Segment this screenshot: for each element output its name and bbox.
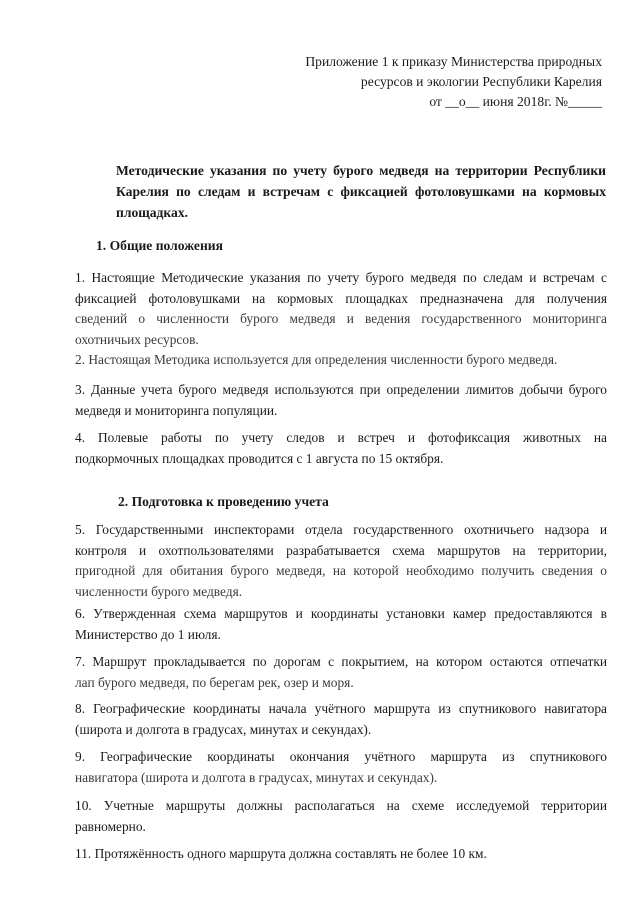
paragraph-line: 8. Географические координаты начала учётного маршрута из спутникового навигатора (75, 701, 607, 716)
paragraph-6 (75, 604, 607, 645)
paragraph-line: пригодной для обитания бурого медведя, на которой необходимо получить сведения о (75, 563, 607, 578)
paragraph-5 (75, 520, 607, 602)
title-line-1: Методические указания по учету бурого медведя на территории Республики (116, 163, 606, 178)
paragraph-line: сведений о численности бурого медведя и ведения государственного мониторинга (75, 311, 607, 326)
paragraph-7 (75, 652, 607, 693)
header-line-3: от __о__ июня 2018г. №_____ (429, 94, 602, 109)
paragraph-4 (75, 428, 607, 469)
section-heading-general: 1. Общие положения (96, 238, 223, 253)
paragraph-line: медведя и мониторинга популяции. (75, 402, 278, 418)
paragraph-line: контроля и охотпользователями разрабатывается схема маршрутов на территории, (75, 542, 607, 558)
title-line-2: Карелия по следам и встречам с фиксацией фотоловушками на кормовых (116, 184, 606, 199)
paragraph-line: подкормочных площадках проводится с 1 августа по 15 октября. (75, 450, 444, 466)
paragraph-2 (75, 350, 607, 371)
paragraph-line: равномерно. (75, 818, 146, 834)
paragraph-line: (широта и долгота в градусах, минутах и секундах). (75, 721, 372, 737)
paragraph-9 (75, 747, 607, 788)
paragraph-line: навигатора (широта и долгота в градусах, минутах и секундах). (75, 769, 438, 785)
paragraph-11 (75, 844, 607, 865)
header-line-2: ресурсов и экологии Республики Карелия (360, 74, 602, 89)
paragraph-line: 6. Утвержденная схема маршрутов и координаты установки камер предоставляются в (75, 606, 607, 621)
paragraph-10 (75, 796, 607, 837)
section-heading-preparation: 2. Подготовка к проведению учета (118, 494, 329, 509)
paragraph-line: 7. Маршрут прокладывается по дорогам с покрытием, на котором остаются отпечатки (75, 654, 607, 669)
paragraph-line: 5. Государственными инспекторами отдела государственного охотничьего надзора и (75, 522, 607, 537)
header-line-1: Приложение 1 к приказу Министерства природных (305, 54, 602, 69)
paragraph-line: фиксацией фотоловушками на кормовых площадках предназначена для получения (75, 290, 607, 306)
document-title (116, 160, 606, 223)
paragraph-1 (75, 268, 607, 350)
paragraph-line: 4. Полевые работы по учету следов и встреч и фотофиксация животных на (75, 430, 607, 445)
paragraph-line: 10. Учетные маршруты должны располагаться на схеме исследуемой территории (75, 798, 607, 813)
paragraph-line: 11. Протяжённость одного маршрута должна составлять не более 10 км. (75, 846, 487, 861)
paragraph-line: Министерство до 1 июля. (75, 626, 221, 642)
paragraph-line: 3. Данные учета бурого медведя используются при определении лимитов добычи бурого (75, 382, 607, 397)
paragraph-line: лап бурого медведя, по берегам рек, озер и моря. (75, 674, 354, 690)
paragraph-line: охотничьих ресурсов. (75, 331, 199, 347)
paragraph-line: численности бурого медведя. (75, 583, 243, 599)
paragraph-line: 9. Географические координаты окончания учётного маршрута из спутникового (75, 749, 607, 764)
order-appendix-header (305, 52, 602, 112)
paragraph-line: 1. Настоящие Методические указания по учету бурого медведя по следам и встречам с (75, 270, 607, 285)
paragraph-3 (75, 380, 607, 421)
paragraph-line: 2. Настоящая Методика используется для определения численности бурого медведя. (75, 352, 558, 367)
paragraph-8 (75, 699, 607, 740)
title-line-3: площадках. (116, 205, 189, 220)
